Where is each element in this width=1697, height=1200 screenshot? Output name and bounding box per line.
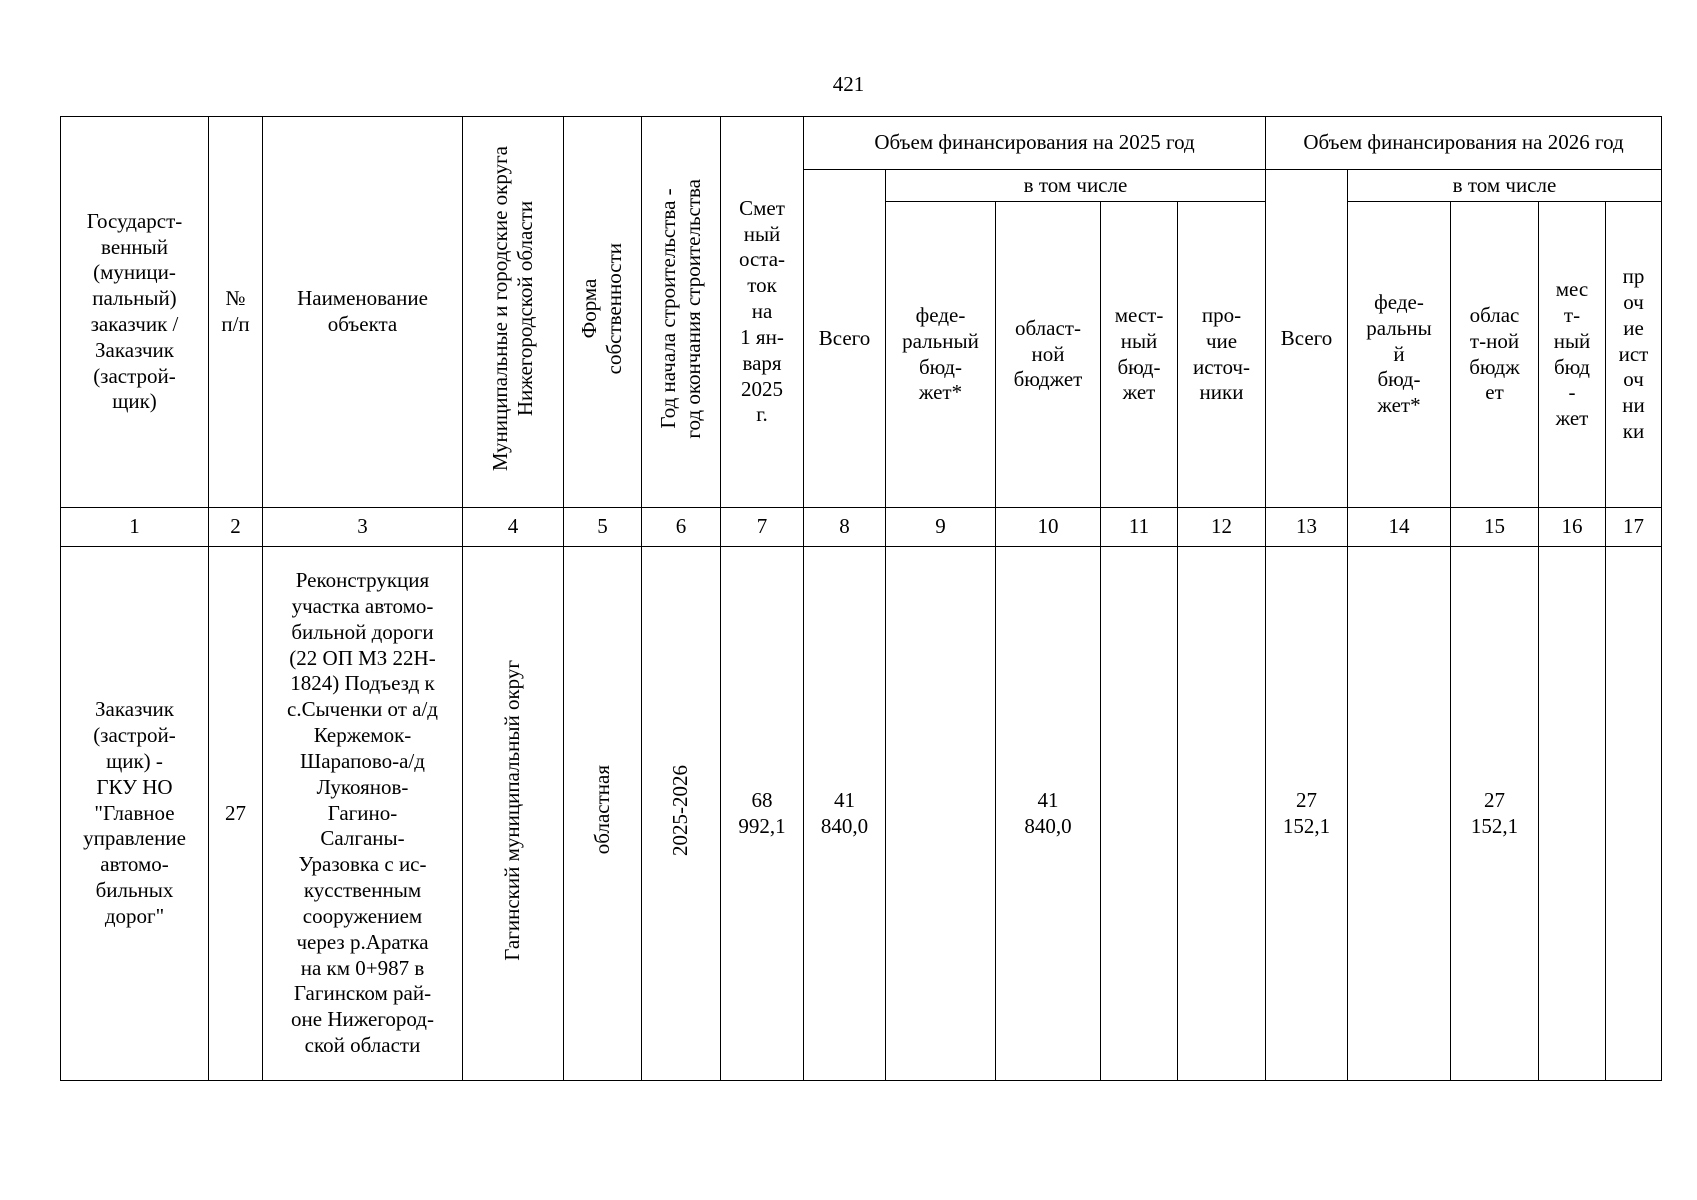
financing-table: [60, 116, 1662, 1081]
column-number: 8: [804, 508, 886, 547]
header-ownership: Форма собственности: [577, 242, 627, 375]
column-number: 17: [1606, 508, 1662, 547]
column-number: 9: [886, 508, 996, 547]
header-districts: Муниципальные и городские округа Нижегородской области: [487, 146, 537, 472]
header-fin-2025: Объем финансирования на 2025 год: [804, 117, 1266, 170]
header-local-2025: мест- ный бюд- жет: [1101, 202, 1178, 508]
row-federal-2025: [886, 547, 996, 1081]
column-number: 14: [1348, 508, 1451, 547]
row-local-2025: [1101, 547, 1178, 1081]
header-other-2026: пр оч ие ист оч ни ки: [1606, 202, 1662, 508]
header-estimate: Смет ный оста- ток на 1 ян- варя 2025 г.: [721, 117, 804, 508]
column-number: 15: [1451, 508, 1539, 547]
row-regional-2026: 27 152,1: [1451, 547, 1539, 1081]
row-other-2026: [1606, 547, 1662, 1081]
row-estimate: 68 992,1: [721, 547, 804, 1081]
header-num: № п/п: [209, 117, 263, 508]
header-object-name: Наименование объекта: [263, 117, 463, 508]
header-including-2025: в том числе: [886, 170, 1266, 202]
column-number: 11: [1101, 508, 1178, 547]
header-years: Год начала строительства - год окончания строительства: [655, 178, 705, 439]
column-number: 3: [263, 508, 463, 547]
column-number: 7: [721, 508, 804, 547]
page-number: 421: [832, 72, 865, 96]
table-row: [61, 547, 1662, 1081]
header-local-2026: мес т- ный бюд - жет: [1539, 202, 1606, 508]
column-number-row: [61, 508, 1662, 547]
column-number: 2: [209, 508, 263, 547]
header-federal-2026: феде- ральны й бюд- жет*: [1348, 202, 1451, 508]
column-number: 16: [1539, 508, 1606, 547]
row-customer: Заказчик (застрой- щик) - ГКУ НО "Главное управление автомо- бильных дорог": [61, 547, 209, 1081]
column-number: 1: [61, 508, 209, 547]
row-district-cell: [463, 547, 564, 1081]
row-regional-2025: 41 840,0: [996, 547, 1101, 1081]
header-including-2026: в том числе: [1348, 170, 1662, 202]
column-number: 10: [996, 508, 1101, 547]
column-number: 13: [1266, 508, 1348, 547]
row-total-2026: 27 152,1: [1266, 547, 1348, 1081]
header-regional-2025: област- ной бюджет: [996, 202, 1101, 508]
row-total-2025: 41 840,0: [804, 547, 886, 1081]
row-ownership: областная: [589, 765, 614, 855]
header-customer: Государст- венный (муници- пальный) заказчик / Заказчик (застрой- щик): [61, 117, 209, 508]
header-total-2025: Всего: [804, 170, 886, 508]
row-district: Гагинский муниципальный округ: [500, 659, 525, 961]
column-number: 12: [1178, 508, 1266, 547]
row-other-2025: [1178, 547, 1266, 1081]
header-federal-2025: феде- ральный бюд- жет*: [886, 202, 996, 508]
header-other-2025: про- чие источ- ники: [1178, 202, 1266, 508]
header-ownership-cell: [564, 117, 642, 508]
header-fin-2026: Объем финансирования на 2026 год: [1266, 117, 1662, 170]
row-years: 2025-2026: [668, 764, 693, 856]
column-number: 5: [564, 508, 642, 547]
row-ownership-cell: [564, 547, 642, 1081]
row-local-2026: [1539, 547, 1606, 1081]
header-total-2026: Всего: [1266, 170, 1348, 508]
row-object-name: Реконструкция участка автомо- бильной дороги (22 ОП МЗ 22Н- 1824) Подъезд к с.Сыченки от а/д Кержемок- Шарапово-а/д Лукоянов- Гагино- Салганы- Уразовка с ис- кусственным сооружением через р.Аратка на км 0+987 в Гагинском рай- оне Нижегород- ской области: [263, 547, 463, 1081]
header-years-cell: [642, 117, 721, 508]
row-num: 27: [209, 547, 263, 1081]
row-years-cell: [642, 547, 721, 1081]
row-federal-2026: [1348, 547, 1451, 1081]
header-districts-cell: [463, 117, 564, 508]
column-number: 4: [463, 508, 564, 547]
column-number: 6: [642, 508, 721, 547]
header-regional-2026: облас т-ной бюдж ет: [1451, 202, 1539, 508]
